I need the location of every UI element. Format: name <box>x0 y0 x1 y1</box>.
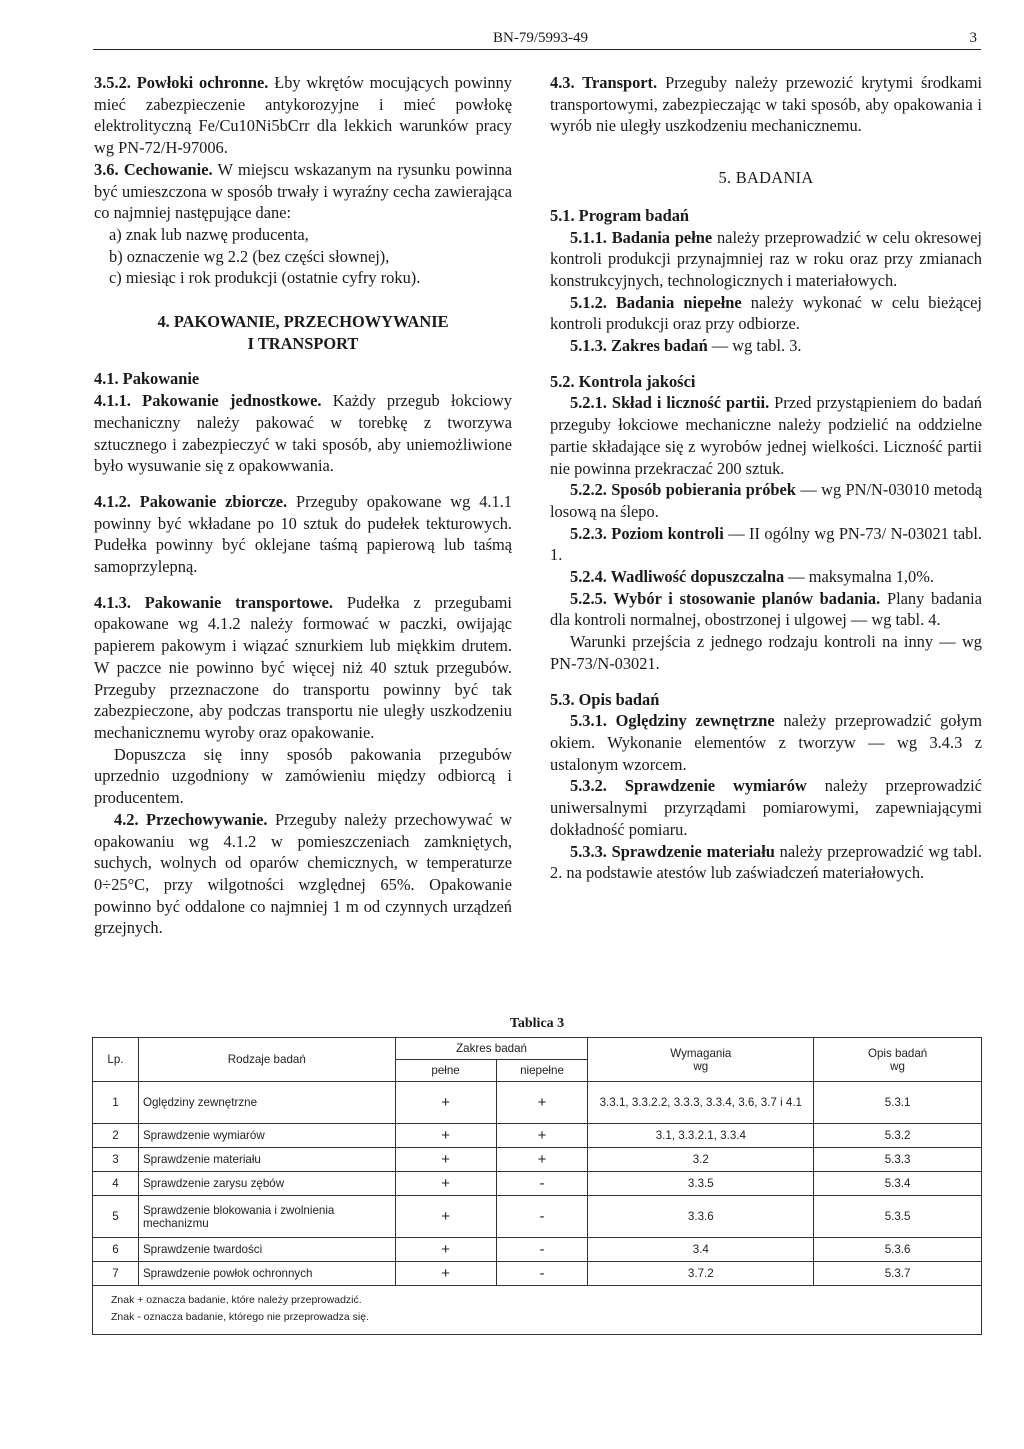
cell-pelne: + <box>395 1082 496 1124</box>
list-item-b: b) oznaczenie wg 2.2 (bez części słownej), <box>109 246 390 266</box>
text-4-1-1: Każdy przegub łokciowy mechaniczny należy pakować w torebkę z tworzywa sztucznego i zabezpieczyć w taki sposób, aby uniemożliwione było wysuwanie się z opakowwania. <box>94 391 512 476</box>
para-5-2-1 <box>550 392 982 479</box>
heading-5-2-5: 5.2.5. Wybór i stosowanie planów badania. <box>570 588 881 608</box>
note-plus: Znak + oznacza badanie, które należy przeprowadzić. <box>111 1294 362 1306</box>
cell-name: Sprawdzenie blokowania i zwolnienia mechanizmu <box>138 1196 395 1238</box>
text-5-2-2: — wg PN/N-03010 metodą losową na ślepo. <box>550 480 982 521</box>
cell-wymagania: 3.3.5 <box>588 1172 814 1196</box>
cell-lp: 6 <box>93 1238 139 1262</box>
heading-5-3: 5.3. Opis badań <box>550 689 660 709</box>
heading-5-2-4: 5.2.4. Wadliwość dopuszczalna <box>570 567 785 587</box>
section-5-title: 5. BADANIA <box>718 168 814 188</box>
heading-3-6: 3.6. Cechowanie. <box>94 159 213 179</box>
para-5-2-2 <box>550 479 982 522</box>
heading-5-1-2: 5.1.2. Badania niepełne <box>570 292 742 312</box>
heading-5-3-2: 5.3.2. Sprawdzenie wymiarów <box>570 776 807 796</box>
header-wymagania-l2: wg <box>693 1059 709 1073</box>
list-item-a: a) znak lub nazwę producenta, <box>109 224 309 244</box>
cell-lp: 4 <box>93 1172 139 1196</box>
text-5-1-1: należy przeprowadzić w celu okresowej kontroli produkcji przynajmniej raz w roku oraz przy zmianach konstrukcyjnych, technologicznych i materiałowych. <box>550 227 982 290</box>
heading-4-2: 4.2. Przechowywanie. <box>114 809 268 829</box>
cell-niepelne: - <box>496 1238 588 1262</box>
para-4-1-3-b: Dopuszcza się inny sposób pakowania przegubów uprzednio uzgodniony w zamówieniu między odbiorcą i producentem. <box>94 744 512 808</box>
para-3-5-2 <box>94 72 512 159</box>
header-zakres: Zakres badań <box>395 1038 588 1060</box>
para-4-1-1 <box>94 390 512 477</box>
section-4-title-line1: 4. PAKOWANIE, PRZECHOWYWANIE <box>157 312 449 332</box>
cell-opis: 5.3.2 <box>814 1124 982 1148</box>
cell-lp: 5 <box>93 1196 139 1238</box>
table-row <box>93 1196 982 1238</box>
text-4-1-2: Przeguby opakowane wg 4.1.1 powinny być wkładane po 10 sztuk do pudełek tekturowych. Pudełka powinny być oklejane taśmą papierową lub taśmą samoprzylepną. <box>94 491 512 577</box>
list-item-c: c) miesiąc i rok produkcji (ostatnie cyfry roku). <box>109 268 421 288</box>
heading-5-2-3: 5.2.3. Poziom kontroli <box>570 523 724 543</box>
text-5-2-1: Przed przystąpieniem do badań przeguby łokciowe mechaniczne należy podzielić na oddzielne partie składające się z wyrobów jednej wielkości. Liczność partii nie powinna przekraczać 200 sztuk. <box>550 393 982 478</box>
para-5-2-5-b: Warunki przejścia z jednego rodzaju kontroli na inny — wg PN-73/N-03021. <box>550 632 982 673</box>
heading-4-1-1: 4.1.1. Pakowanie jednostkowe. <box>94 391 322 411</box>
heading-5-2-1: 5.2.1. Skład i liczność partii. <box>570 393 770 413</box>
text-5-2-4: — maksymalna 1,0%. <box>784 567 934 587</box>
para-4-3 <box>550 72 982 137</box>
cell-pelne: + <box>395 1238 496 1262</box>
cell-niepelne: - <box>496 1262 588 1286</box>
cell-wymagania: 3.2 <box>588 1148 814 1172</box>
para-5-2-3 <box>550 523 982 566</box>
para-4-2 <box>94 809 512 939</box>
cell-name: Sprawdzenie materiału <box>138 1148 395 1172</box>
header-opis-l2: wg <box>890 1059 905 1073</box>
para-5-2-5 <box>550 588 982 631</box>
text-5-1-2: należy wykonać w celu bieżącej kontroli produkcji oraz przy odbiorze. <box>550 292 982 334</box>
para-5-1-1 <box>550 227 982 292</box>
heading-4-3: 4.3. Transport. <box>550 73 658 92</box>
text-5-3-1: należy przeprowadzić gołym okiem. Wykonanie elementów z tworzyw — wg 3.4.3 z ustalonym wzorcem. <box>550 711 983 774</box>
para-3-6 <box>94 159 512 224</box>
text-4-1-3: Pudełka z przegubami opakowane wg 4.1.2 należy formować w paczki, owijając papierem pakowym i wiązać sznurkiem lub miękkim drutem. W paczce nie powinno być więcej niż 40 sztuk przegubów. Przeguby przeznaczone do transportu powinny być tak zabezpieczone, aby podczas transportu nie uległy uszkodzeniu mechanicznemu wyroby oraz opakowanie. <box>94 592 512 742</box>
table-row <box>93 1148 982 1172</box>
cell-niepelne: - <box>496 1172 588 1196</box>
para-5-2-4 <box>550 566 982 588</box>
table-row <box>93 1124 982 1148</box>
tests-table <box>92 1037 982 1335</box>
header-wymagania <box>588 1038 814 1082</box>
cell-lp: 2 <box>93 1124 139 1148</box>
para-4-1-2 <box>94 491 512 578</box>
cell-niepelne: + <box>496 1082 588 1124</box>
header-wymagania-l1: Wymagania <box>670 1046 732 1060</box>
cell-niepelne: + <box>496 1148 588 1172</box>
text-4-2: Przeguby należy przechowywać w opakowaniu wg 4.1.2 w pomieszczeniach zamkniętych, suchych, wolnych od oparów chemicznych, w temperaturze 0÷25°C, przy wilgotności względnej 65%. Opakowanie powinno być oddalone co najmniej 1 m od czynnych urządzeń grzejnych. <box>94 809 512 938</box>
header-opis <box>814 1038 982 1082</box>
cell-opis: 5.3.1 <box>814 1082 982 1124</box>
cell-pelne: + <box>395 1124 496 1148</box>
table-caption: Tablica 3 <box>509 1016 565 1031</box>
header-pelne: pełne <box>395 1060 496 1082</box>
heading-5-1-3: 5.1.3. Zakres badań <box>570 336 708 356</box>
para-5-3-2 <box>550 775 982 840</box>
document-code: BN-79/5993-49 <box>493 30 588 46</box>
para-5-3-1 <box>550 710 982 775</box>
heading-5-3-1: 5.3.1. Oględziny zewnętrzne <box>570 711 775 731</box>
heading-5-3-3: 5.3.3. Sprawdzenie materiału <box>570 841 775 861</box>
note-minus: Znak - oznacza badanie, którego nie przeprowadza się. <box>111 1311 369 1323</box>
text-3-5-2: Łby wkrętów mocujących powinny mieć zabezpieczenie antykorozyjne i mieć powłokę elektrolityczną Fe/Cu10Ni5bCrr dla lekkich warunków pracy wg PN-72/H-97006. <box>94 73 512 158</box>
heading-4-1: 4.1. Pakowanie <box>94 369 200 389</box>
table-notes <box>93 1286 982 1335</box>
page-header <box>93 22 983 46</box>
cell-wymagania: 3.3.1, 3.3.2.2, 3.3.3, 3.3.4, 3.6, 3.7 i 4.1 <box>588 1082 814 1124</box>
cell-name: Sprawdzenie powłok ochronnych <box>138 1262 395 1286</box>
para-5-3-3 <box>550 841 982 884</box>
para-5-1-3 <box>550 335 982 357</box>
cell-opis: 5.3.6 <box>814 1238 982 1262</box>
text-5-1-3: — wg tabl. 3. <box>707 336 802 356</box>
cell-name: Sprawdzenie wymiarów <box>138 1124 395 1148</box>
cell-lp: 3 <box>93 1148 139 1172</box>
cell-pelne: + <box>395 1148 496 1172</box>
heading-4-1-2: 4.1.2. Pakowanie zbiorcze. <box>94 491 288 511</box>
cell-name: Sprawdzenie zarysu zębów <box>138 1172 395 1196</box>
table-row <box>93 1238 982 1262</box>
table-row <box>93 1082 982 1124</box>
cell-wymagania: 3.3.6 <box>588 1196 814 1238</box>
left-column <box>94 72 512 939</box>
heading-3-5-2: 3.5.2. Powłoki ochronne. <box>94 73 269 92</box>
heading-5-1-1: 5.1.1. Badania pełne <box>570 227 713 247</box>
cell-niepelne: + <box>496 1124 588 1148</box>
para-4-1-3 <box>94 592 512 744</box>
text-5-3-3: należy przeprowadzić wg tabl. 2. na podstawie atestów lub zaświadczeń materiałowych. <box>550 841 982 883</box>
cell-pelne: + <box>395 1172 496 1196</box>
text-4-3: Przeguby należy przewozić krytymi środkami transportowymi, zabezpieczając w taki sposób, aby opakowania i wyrób nie uległy uszkodzeniu mechanicznemu. <box>550 73 982 136</box>
heading-5-2-2: 5.2.2. Sposób pobierania próbek <box>570 480 796 500</box>
heading-5-1: 5.1. Program badań <box>550 205 690 225</box>
text-5-3-2: należy przeprowadzić uniwersalnymi przyrządami pomiarowymi, zapewniającymi dokładność pomiaru. <box>550 776 982 839</box>
cell-wymagania: 3.1, 3.3.2.1, 3.3.4 <box>588 1124 814 1148</box>
heading-5-2: 5.2. Kontrola jakości <box>550 371 696 391</box>
cell-opis: 5.3.7 <box>814 1262 982 1286</box>
text-5-2-3: — II ogólny wg PN-73/ N-03021 tabl. 1. <box>550 523 982 565</box>
table-row <box>93 1172 982 1196</box>
page-number: 3 <box>969 30 977 46</box>
right-column <box>550 72 982 884</box>
cell-name: Oględziny zewnętrzne <box>138 1082 395 1124</box>
text-3-6: W miejscu wskazanym na rysunku powinna być umieszczona w sposób trwały i wyraźny cecha zawierająca co najmniej następujące dane: <box>94 159 512 223</box>
cell-wymagania: 3.7.2 <box>588 1262 814 1286</box>
heading-4-1-3: 4.1.3. Pakowanie transportowe. <box>94 592 333 612</box>
header-niepelne: niepełne <box>496 1060 588 1082</box>
cell-niepelne: - <box>496 1196 588 1238</box>
text-5-2-5: Plany badania dla kontroli normalnej, obostrzonej i ulgowej — wg tabl. 4. <box>550 588 982 630</box>
cell-pelne: + <box>395 1262 496 1286</box>
header-rule <box>93 49 981 50</box>
header-lp: Lp. <box>93 1038 139 1082</box>
header-rodzaje: Rodzaje badań <box>138 1038 395 1082</box>
cell-lp: 7 <box>93 1262 139 1286</box>
table-row <box>93 1262 982 1286</box>
cell-opis: 5.3.3 <box>814 1148 982 1172</box>
cell-pelne: + <box>395 1196 496 1238</box>
cell-opis: 5.3.4 <box>814 1172 982 1196</box>
cell-lp: 1 <box>93 1082 139 1124</box>
para-5-1-2 <box>550 292 982 335</box>
section-4-title-line2: I TRANSPORT <box>247 333 359 353</box>
header-opis-l1: Opis badań <box>867 1046 928 1060</box>
cell-name: Sprawdzenie twardości <box>138 1238 395 1262</box>
cell-opis: 5.3.5 <box>814 1196 982 1238</box>
cell-wymagania: 3.4 <box>588 1238 814 1262</box>
